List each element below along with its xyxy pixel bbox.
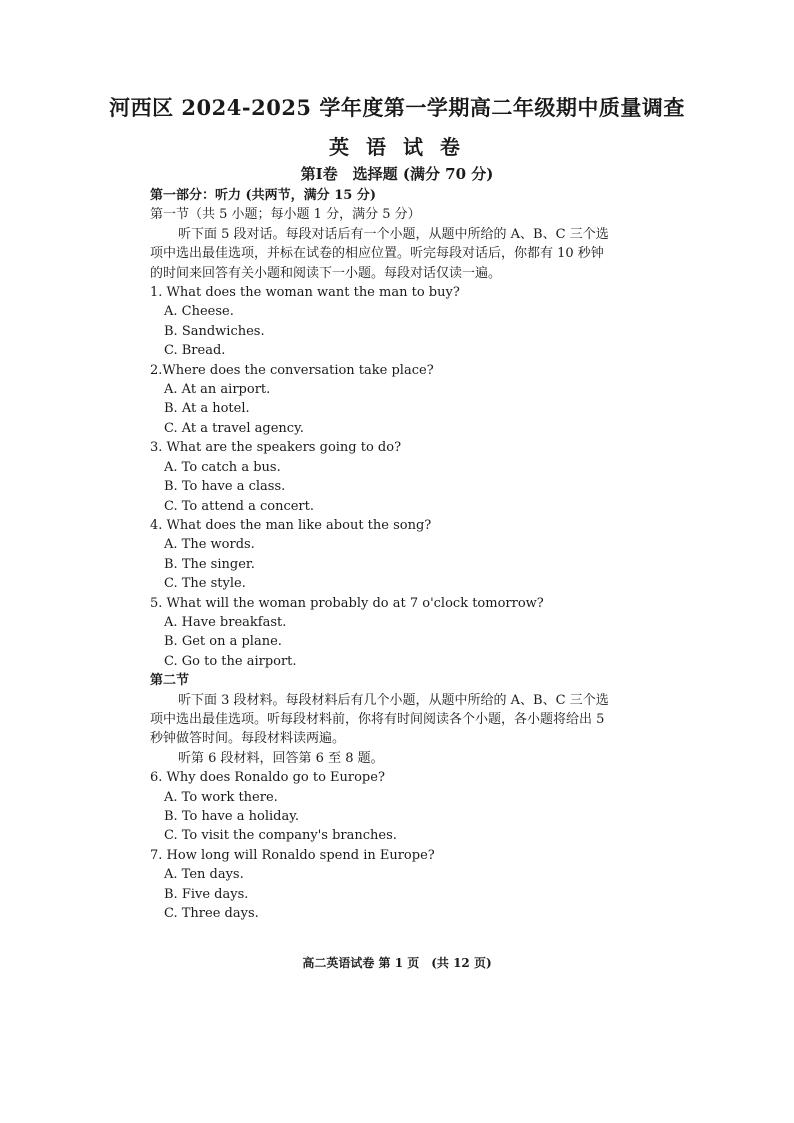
question-group-section1 — [150, 283, 670, 671]
question-stem: 3. What are the speakers going to do? — [150, 440, 402, 456]
section1-heading: 第一节（共 5 小题；每小题 1 分，满分 5 分） — [150, 207, 421, 223]
answer-option: B. To have a holiday. — [164, 809, 299, 824]
answer-option: A. To work there. — [164, 789, 278, 805]
answer-option: B. To have a class. — [164, 479, 286, 495]
section2-instruction-line: 秒钟做答时间。每段材料读两遍。 — [150, 731, 346, 747]
question-stem: 6. Why does Ronaldo go to Europe? — [150, 770, 385, 786]
question-group-section2 — [150, 768, 670, 923]
answer-option: C. Go to the airport. — [164, 653, 297, 669]
answer-option: B. Get on a plane. — [164, 634, 282, 650]
answer-option: B. The singer. — [164, 556, 255, 572]
answer-option: A. To catch a bus. — [164, 459, 281, 475]
answer-option: C. To attend a concert. — [164, 498, 314, 514]
exam-body — [150, 186, 670, 923]
question-stem: 2.Where does the conversation take place? — [150, 362, 434, 378]
section1-instruction-line: 项中选出最佳选项，并标在试卷的相应位置。听完每段对话后，你都有 10 秒钟 — [150, 246, 604, 262]
answer-option: B. Sandwiches. — [164, 323, 265, 339]
answer-option: C. To visit the company's branches. — [164, 828, 397, 844]
section1-instruction-line: 的时间来回答有关小题和阅读下一小题。每段对话仅读一遍。 — [150, 265, 502, 281]
answer-option: A. Have breakfast. — [164, 614, 287, 630]
section2-instruction-line: 项中选出最佳选项。听每段材料前，你将有时间阅读各个小题，各小题将给出 5 — [150, 711, 605, 727]
answer-option: B. At a hotel. — [164, 401, 250, 417]
volume-heading: 第Ⅰ卷 选择题 (满分 70 分) — [300, 165, 494, 183]
part1-heading: 第一部分：听力 (共两节，满分 15 分) — [150, 188, 376, 203]
section2-instruction-line: 听下面 3 段材料。每段材料后有几个小题，从题中所给的 A、B、C 三个选 — [178, 692, 609, 708]
answer-option: A. Ten days. — [164, 867, 244, 883]
answer-option: A. The words. — [164, 537, 255, 553]
answer-option: C. Three days. — [164, 906, 259, 922]
material-note: 听第 6 段材料，回答第 6 至 8 题。 — [178, 750, 384, 766]
exam-subtitle: 英 语 试 卷 — [329, 135, 465, 159]
answer-option: C. The style. — [164, 576, 246, 592]
answer-option: C. At a travel agency. — [164, 420, 304, 436]
answer-option: B. Five days. — [164, 886, 249, 902]
answer-option: A. Cheese. — [164, 304, 234, 320]
question-stem: 4. What does the man like about the song? — [150, 517, 432, 533]
answer-option: A. At an airport. — [164, 382, 271, 398]
question-stem: 7. How long will Ronaldo spend in Europe? — [150, 847, 435, 863]
section1-instruction-line: 听下面 5 段对话。每段对话后有一个小题，从题中所给的 A、B、C 三个选 — [178, 226, 609, 242]
page-footer: 高二英语试卷 第 1 页 (共 12 页) — [302, 956, 492, 970]
question-stem: 5. What will the woman probably do at 7 o'clock tomorrow? — [150, 595, 544, 611]
answer-option: C. Bread. — [164, 343, 226, 359]
question-stem: 1. What does the woman want the man to buy? — [150, 285, 460, 301]
exam-title: 河西区 2024-2025 学年度第一学期高二年级期中质量调查 — [109, 95, 685, 120]
section2-heading: 第二节 — [150, 673, 190, 689]
